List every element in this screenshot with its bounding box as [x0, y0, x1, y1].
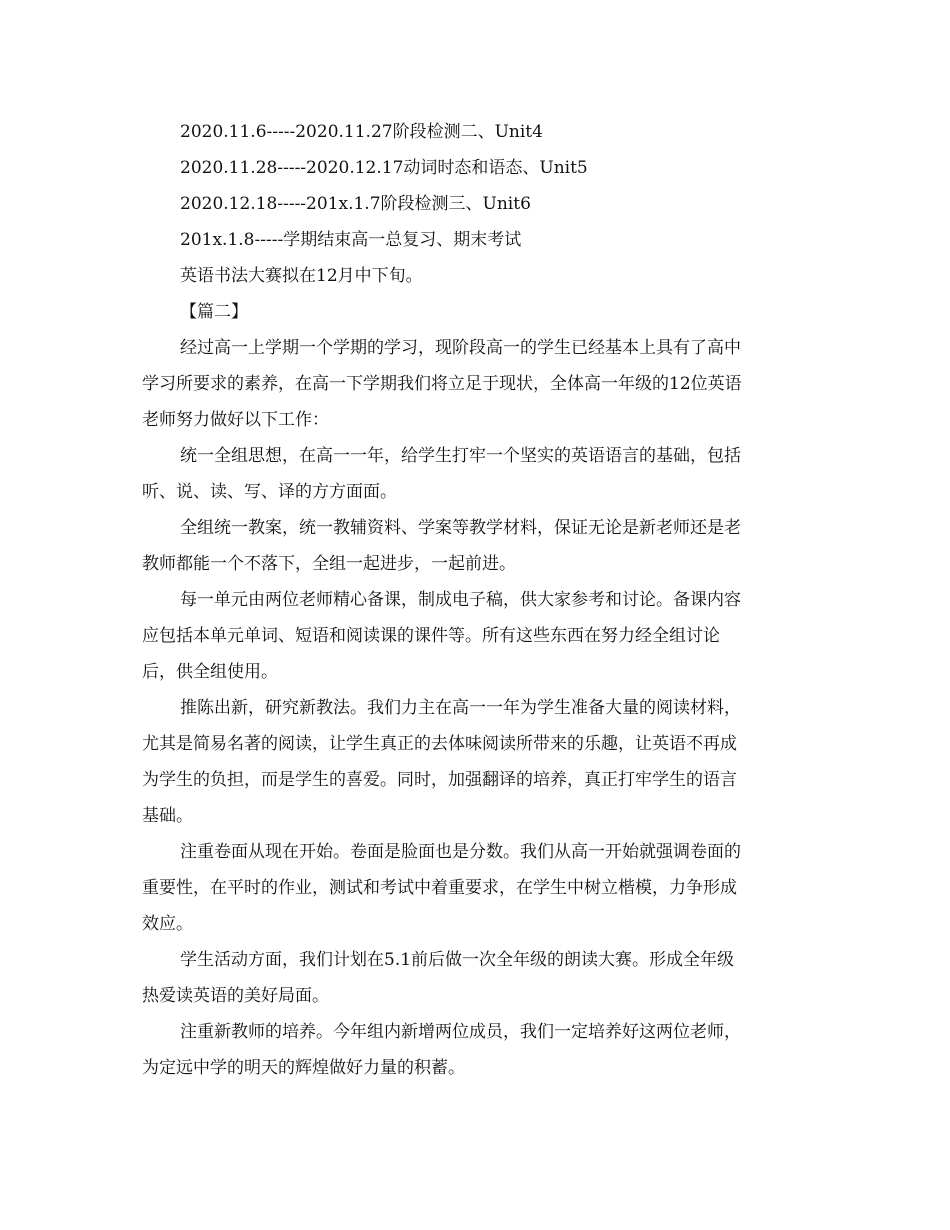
paragraph-line: 经过高一上学期一个学期的学习，现阶段高一的学生已经基本上具有了高中 — [180, 338, 741, 358]
paragraph — [142, 1014, 806, 1086]
paragraph-line: 为定远中学的明天的辉煌做好力量的积蓄。 — [142, 1058, 465, 1078]
schedule-line: 201x.1.8-----学期结束高一总复习、期末考试 — [180, 230, 522, 250]
schedule-note: 英语书法大赛拟在12月中下旬。 — [180, 266, 423, 286]
paragraph-line: 热爱读英语的美好局面。 — [142, 986, 329, 1006]
paragraph — [142, 582, 806, 690]
paragraph — [142, 510, 806, 582]
paragraph-line: 应包括本单元单词、短语和阅读课的课件等。所有这些东西在努力经全组讨论 — [142, 626, 720, 646]
document-body — [142, 114, 806, 1086]
paragraph-line: 后，供全组使用。 — [142, 662, 278, 682]
paragraph-line: 学生活动方面，我们计划在5.1前后做一次全年级的朗读大赛。形成全年级 — [180, 950, 735, 970]
paragraph-line: 推陈出新，研究新教法。我们力主在高一一年为学生准备大量的阅读材料， — [180, 698, 741, 718]
paragraph-line: 老师努力做好以下工作： — [142, 410, 329, 430]
paragraph — [142, 330, 806, 438]
paragraph-line: 注重新教师的培养。今年组内新增两位成员，我们一定培养好这两位老师， — [180, 1022, 741, 1042]
paragraph-line: 学习所要求的素养，在高一下学期我们将立足于现状，全体高一年级的12位英语 — [142, 374, 742, 394]
paragraph-line: 每一单元由两位老师精心备课，制成电子稿，供大家参考和讨论。备课内容 — [180, 590, 741, 610]
paragraph — [142, 690, 806, 834]
paragraph-line: 听、说、读、写、译的方方面面。 — [142, 482, 397, 502]
section-title: 【篇二】 — [180, 302, 248, 322]
paragraph-line: 基础。 — [142, 806, 193, 826]
paragraph-line: 教师都能一个不落下，全组一起进步，一起前进。 — [142, 554, 516, 574]
paragraph — [142, 438, 806, 510]
paragraph-line: 尤其是简易名著的阅读，让学生真正的去体味阅读所带来的乐趣，让英语不再成 — [142, 734, 737, 754]
schedule-line: 2020.12.18-----201x.1.7阶段检测三、Unit6 — [180, 194, 531, 214]
paragraph-line: 统一全组思想，在高一一年，给学生打牢一个坚实的英语语言的基础，包括 — [180, 446, 741, 466]
paragraph-line: 全组统一教案，统一教辅资料、学案等教学材料，保证无论是新老师还是老 — [180, 518, 741, 538]
paragraph-line: 为学生的负担，而是学生的喜爱。同时，加强翻译的培养，真正打牢学生的语言 — [142, 770, 737, 790]
paragraph — [142, 942, 806, 1014]
paragraph-line: 注重卷面从现在开始。卷面是脸面也是分数。我们从高一开始就强调卷面的 — [180, 842, 741, 862]
paragraph-line: 效应。 — [142, 914, 193, 934]
paragraph — [142, 834, 806, 942]
schedule-line: 2020.11.6-----2020.11.27阶段检测二、Unit4 — [180, 122, 543, 142]
paragraph-line: 重要性，在平时的作业，测试和考试中着重要求，在学生中树立楷模，力争形成 — [142, 878, 737, 898]
schedule-line: 2020.11.28-----2020.12.17动词时态和语态、Unit5 — [180, 158, 588, 178]
